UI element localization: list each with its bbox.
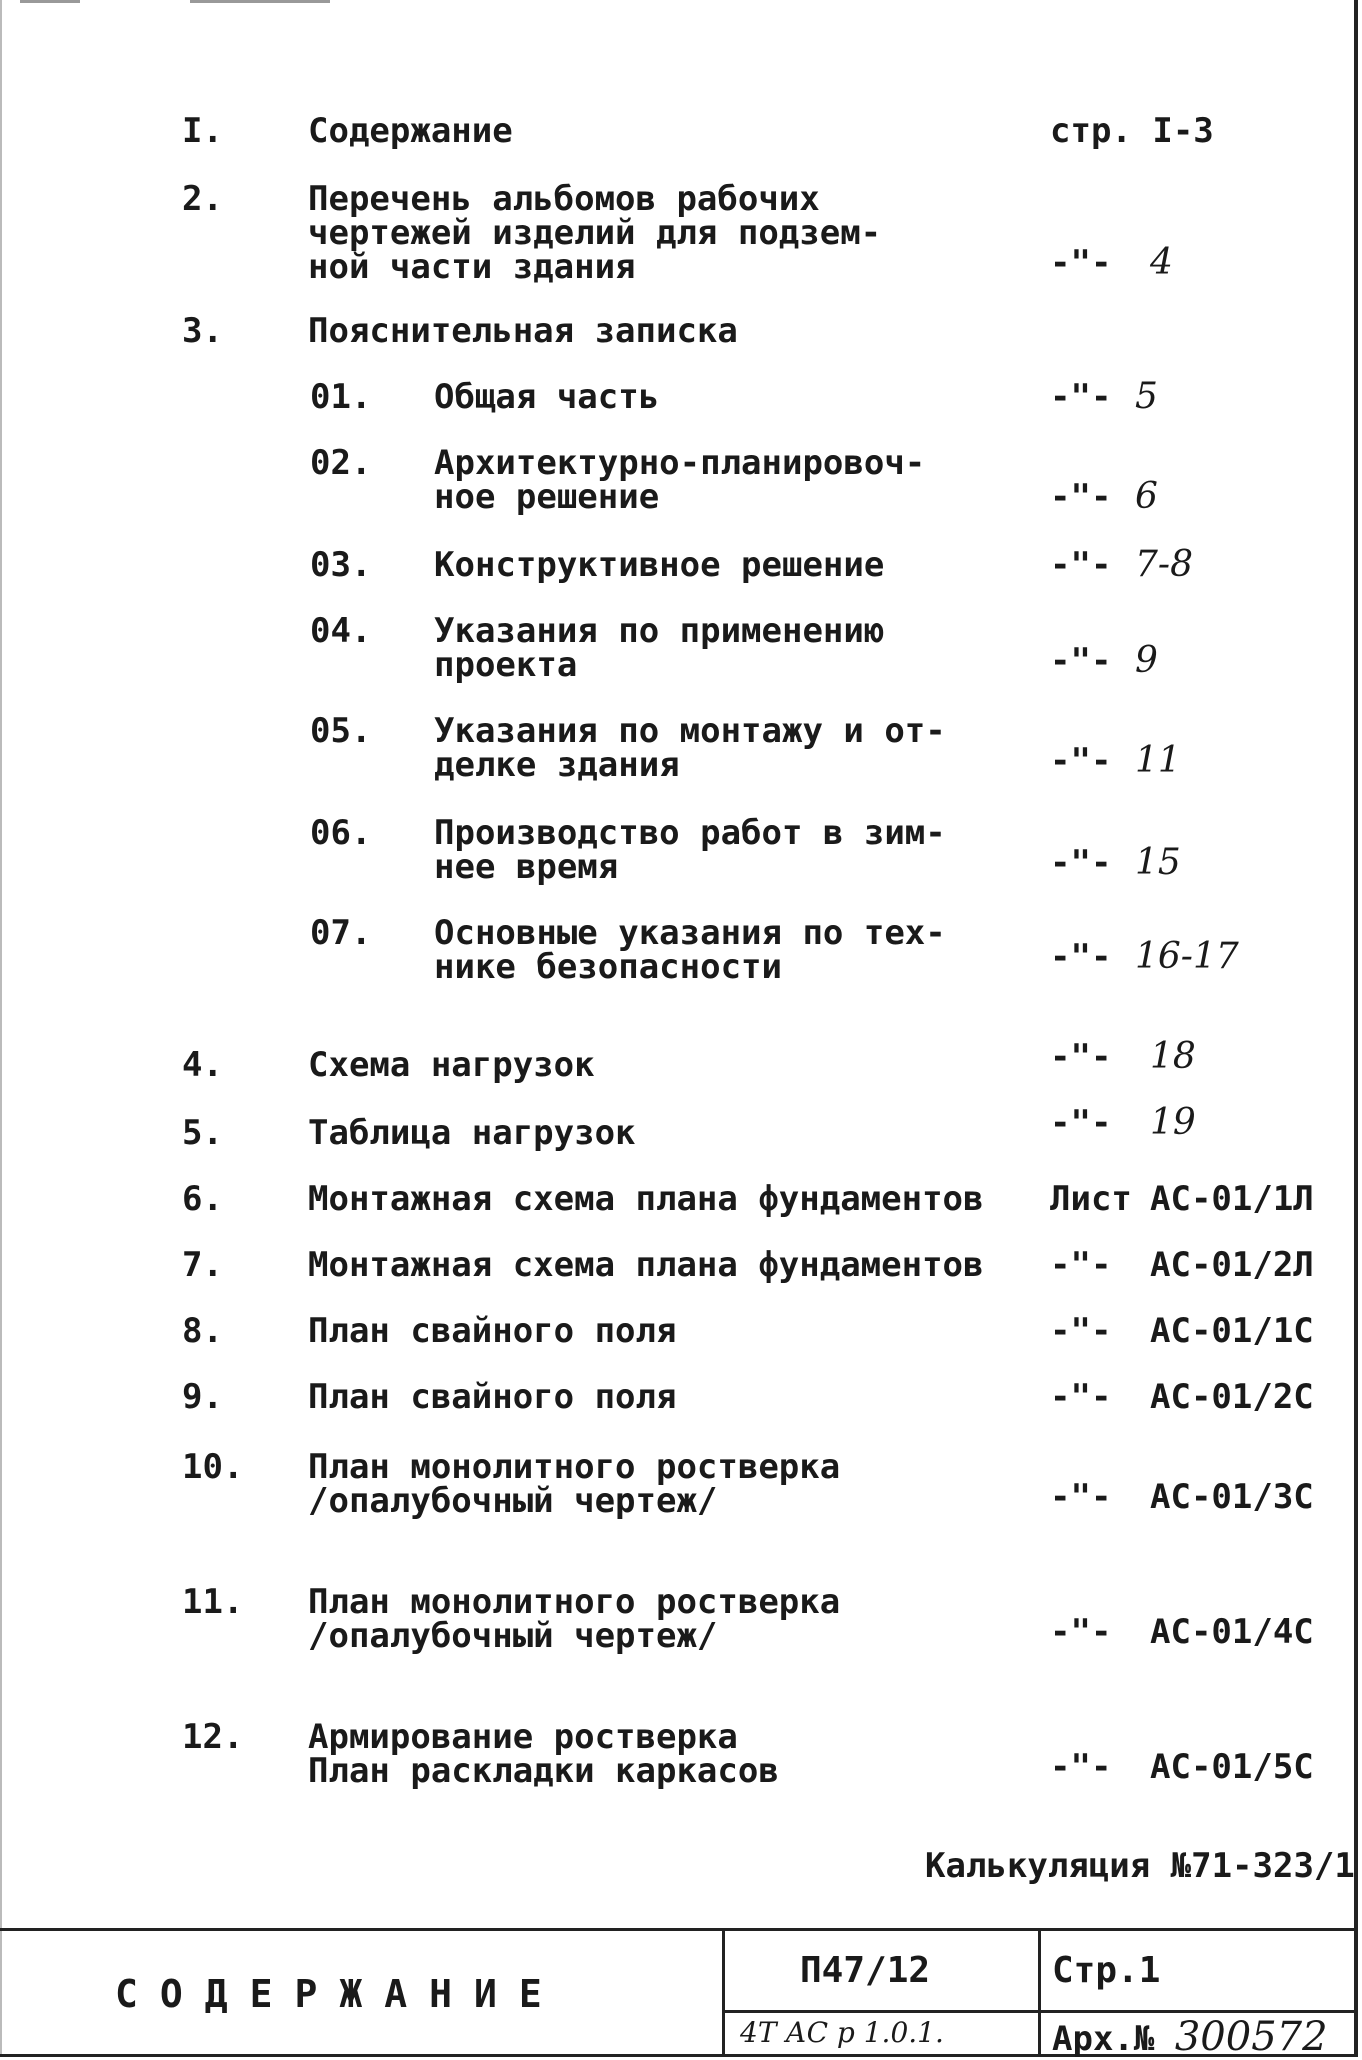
- item-reference: [1050, 1102, 1196, 1143]
- sheet-code: АС-01/3С: [1150, 1477, 1314, 1517]
- subitem-number: 05.: [310, 711, 372, 751]
- item-number: 4.: [182, 1045, 223, 1085]
- item-reference: [1050, 242, 1173, 283]
- document-title: СОДЕРЖАНИЕ: [115, 1972, 564, 2016]
- sheet-code: АС-01/1Л: [1150, 1179, 1314, 1219]
- item-title: План свайного поля: [308, 1311, 677, 1351]
- subitem-number: 04.: [310, 611, 372, 651]
- item-title: Содержание: [308, 111, 513, 151]
- item-reference: [1050, 1747, 1314, 1787]
- item-reference: [1050, 1179, 1314, 1219]
- right-frame-line: [1354, 0, 1358, 2057]
- item-title: Армирование ростверка План раскладки каркасов: [308, 1717, 779, 1791]
- subitem-title: Архитектурно-планировоч- ное решение: [434, 443, 926, 517]
- sheet-number: Стр.1: [1052, 1950, 1161, 1991]
- item-reference: [1050, 936, 1239, 977]
- item-reference: [1050, 376, 1158, 417]
- left-edge: [0, 0, 2, 2057]
- stamp-border: [0, 1928, 1358, 1931]
- ditto-mark: -"-: [1050, 741, 1112, 781]
- archive-label: Арх.№: [1052, 2019, 1155, 2059]
- item-page: стр. I-3: [1050, 111, 1214, 151]
- item-reference: [1050, 476, 1158, 517]
- item-reference: [1050, 740, 1181, 781]
- item-page: 18: [1150, 1036, 1196, 1077]
- archive-value: 300572: [1174, 2014, 1328, 2060]
- item-reference: [1050, 1612, 1314, 1652]
- item-reference: [1050, 1477, 1314, 1517]
- item-title: План свайного поля: [308, 1377, 677, 1417]
- subitem-number: 02.: [310, 443, 372, 483]
- item-number: 2.: [182, 179, 223, 219]
- top-mark: [190, 0, 330, 3]
- sheet-code: АС-01/2С: [1150, 1377, 1314, 1417]
- item-number: 9.: [182, 1377, 223, 1417]
- item-title: План монолитного ростверка /опалубочный чертеж/: [308, 1582, 841, 1656]
- item-reference: [1050, 842, 1181, 883]
- ditto-mark: -"-: [1050, 843, 1112, 883]
- item-title: Пояснительная записка: [308, 311, 738, 351]
- subitem-title: Конструктивное решение: [434, 545, 885, 585]
- item-page: 9: [1135, 640, 1158, 681]
- item-number: 11.: [182, 1582, 244, 1622]
- handwritten-code: 4Т АС р 1.0.1.: [740, 2016, 944, 2049]
- stamp-divider: [722, 1928, 725, 2057]
- item-page: 6: [1135, 476, 1158, 517]
- item-reference: [1050, 1311, 1314, 1351]
- item-title: Схема нагрузок: [308, 1045, 595, 1085]
- item-page: 16-17: [1135, 936, 1239, 977]
- subitem-number: 06.: [310, 813, 372, 853]
- sheet-code: АС-01/1С: [1150, 1311, 1314, 1351]
- sheet-code: АС-01/2Л: [1150, 1245, 1314, 1285]
- item-page: 7-8: [1135, 544, 1193, 585]
- ditto-mark: -"-: [1050, 1311, 1112, 1351]
- item-title: Монтажная схема плана фундаментов: [308, 1245, 984, 1285]
- item-reference: [1050, 544, 1193, 585]
- item-title: Монтажная схема плана фундаментов: [308, 1179, 984, 1219]
- item-number: I.: [182, 111, 223, 151]
- item-reference: [1050, 1377, 1314, 1417]
- item-number: 6.: [182, 1179, 223, 1219]
- document-code: П47/12: [800, 1950, 931, 1991]
- sheet-code: АС-01/5С: [1150, 1747, 1314, 1787]
- item-page: 19: [1150, 1102, 1196, 1143]
- ditto-mark: -"-: [1050, 641, 1112, 681]
- item-title: Таблица нагрузок: [308, 1113, 636, 1153]
- ditto-mark: -"-: [1050, 937, 1112, 977]
- ditto-mark: -"-: [1050, 243, 1112, 283]
- item-page: 11: [1135, 740, 1181, 781]
- item-reference: [1050, 1036, 1196, 1077]
- item-reference: [1050, 1245, 1314, 1285]
- item-title: Перечень альбомов рабочих чертежей изделий для подзем- ной части здания: [308, 179, 882, 287]
- subitem-title: Указания по монтажу и от- делке здания: [434, 711, 946, 785]
- item-number: 12.: [182, 1717, 244, 1757]
- item-number: 7.: [182, 1245, 223, 1285]
- item-number: 3.: [182, 311, 223, 351]
- top-mark: [20, 0, 80, 3]
- item-title: План монолитного ростверка /опалубочный чертеж/: [308, 1447, 841, 1521]
- subitem-title: Общая часть: [434, 377, 660, 417]
- subitem-number: 03.: [310, 545, 372, 585]
- subitem-title: Указания по применению проекта: [434, 611, 885, 685]
- ditto-mark: -"-: [1050, 1747, 1112, 1787]
- item-reference: [1050, 640, 1158, 681]
- subitem-title: Производство работ в зим- нее время: [434, 813, 946, 887]
- item-page: 15: [1135, 842, 1181, 883]
- title-block: [0, 1928, 1358, 2060]
- subitem-title: Основные указания по тех- нике безопасности: [434, 913, 946, 987]
- item-page: 4: [1150, 242, 1173, 283]
- ditto-mark: -"-: [1050, 1103, 1112, 1143]
- stamp-divider: [722, 2010, 1358, 2013]
- sheet-code: АС-01/4С: [1150, 1612, 1314, 1652]
- archive-number: [1052, 2014, 1328, 2060]
- ditto-mark: -"-: [1050, 477, 1112, 517]
- ditto-mark: -"-: [1050, 377, 1112, 417]
- subitem-number: 07.: [310, 913, 372, 953]
- ditto-mark: -"-: [1050, 1037, 1112, 1077]
- ditto-mark: -"-: [1050, 545, 1112, 585]
- ditto-mark: -"-: [1050, 1477, 1112, 1517]
- item-number: 10.: [182, 1447, 244, 1487]
- sheet-label: Лист: [1050, 1179, 1132, 1219]
- item-number: 8.: [182, 1311, 223, 1351]
- ditto-mark: -"-: [1050, 1612, 1112, 1652]
- item-number: 5.: [182, 1113, 223, 1153]
- ditto-mark: -"-: [1050, 1245, 1112, 1285]
- ditto-mark: -"-: [1050, 1377, 1112, 1417]
- subitem-number: 01.: [310, 377, 372, 417]
- item-page: 5: [1135, 376, 1158, 417]
- calculation-number: Калькуляция №71-323/1: [925, 1846, 1355, 1886]
- stamp-divider: [1038, 1928, 1041, 2057]
